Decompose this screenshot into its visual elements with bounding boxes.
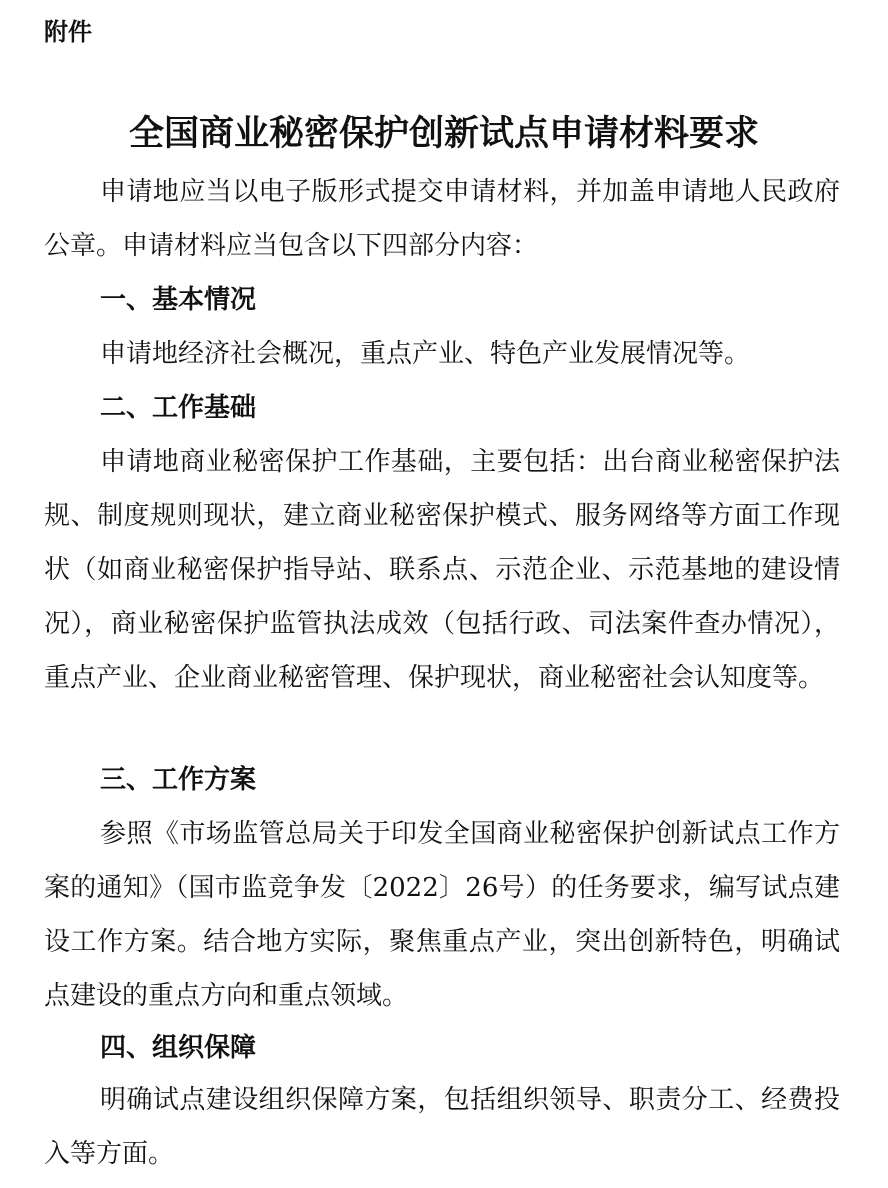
section-heading-basic-info: 一、基本情况 <box>100 285 257 315</box>
section-heading-org-support: 四、组织保障 <box>100 1033 257 1063</box>
section-body-work-foundation: 申请地商业秘密保护工作基础，主要包括：出台商业秘密保护法规、制度规则现状，建立商业秘密保护模式、服务网络等方面工作现状（如商业秘密保护指导站、联系点、示范企业、示范基地的建设情况），商业秘密保护监管执法成效（包括行政、司法案件查办情况），重点产业、企业商业秘密管理、保护现状，商业秘密社会认知度等。 <box>44 447 840 693</box>
intro-paragraph: 申请地应当以电子版形式提交申请材料，并加盖申请地人民政府公章。申请材料应当包含以下四部分内容： <box>44 177 840 261</box>
section-body-org-support: 明确试点建设组织保障方案，包括组织领导、职责分工、经费投入等方面。 <box>44 1085 840 1169</box>
document-title: 全国商业秘密保护创新试点申请材料要求 <box>128 114 759 154</box>
section-heading-work-plan: 三、工作方案 <box>100 765 257 795</box>
attachment-label: 附件 <box>44 18 92 46</box>
section-body-work-plan: 参照《市场监管总局关于印发全国商业秘密保护创新试点工作方案的通知》（国市监竞争发〔2022〕26号）的任务要求，编写试点建设工作方案。结合地方实际，聚焦重点产业，突出创新特色，明确试点建设的重点方向和重点领域。 <box>44 819 840 1011</box>
section-body-basic-info: 申请地经济社会概况，重点产业、特色产业发展情况等。 <box>100 339 751 369</box>
section-heading-work-foundation: 二、工作基础 <box>100 393 257 423</box>
